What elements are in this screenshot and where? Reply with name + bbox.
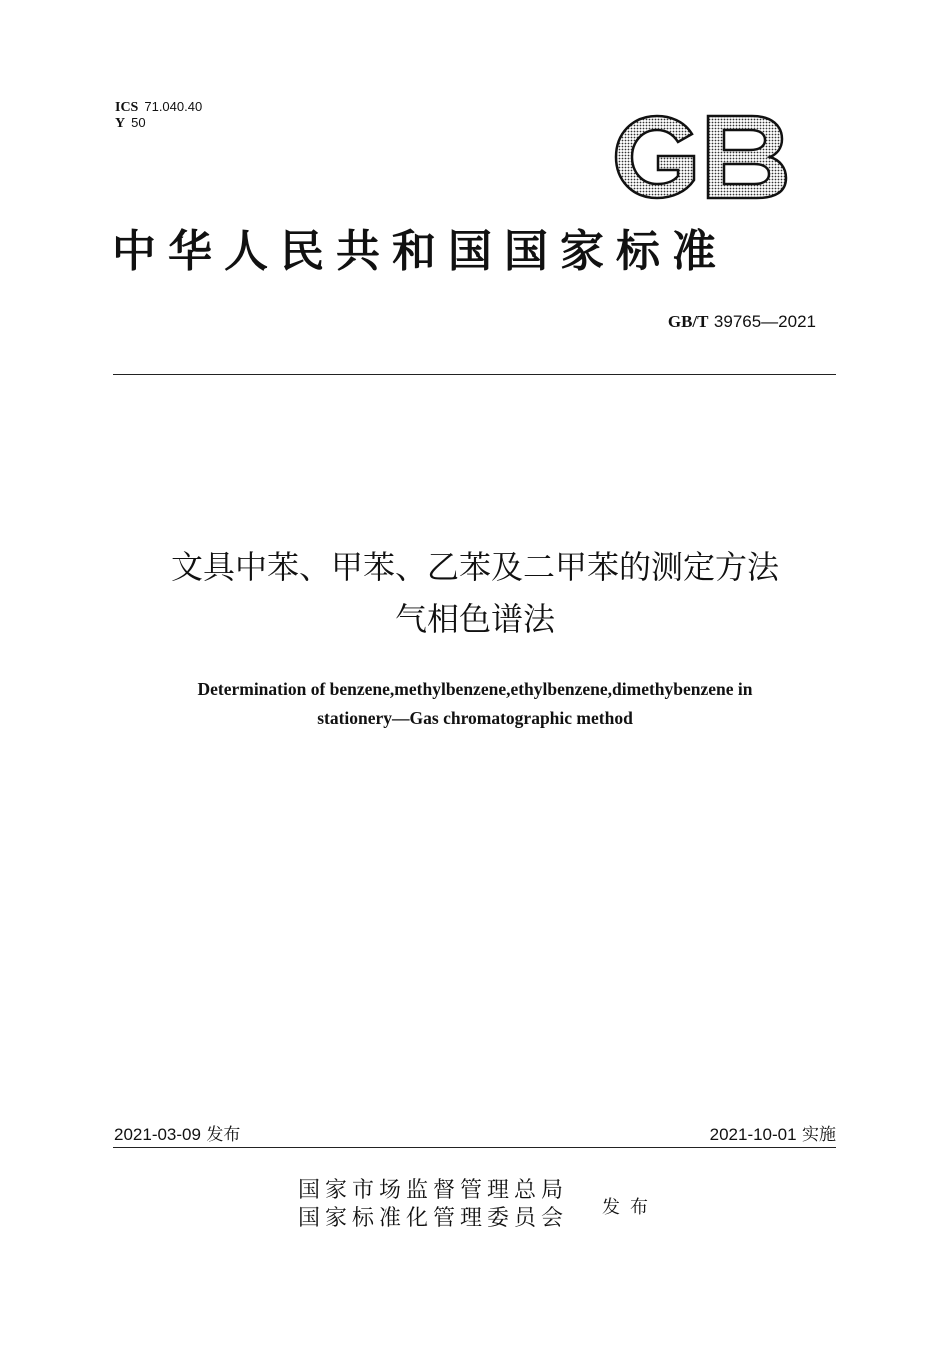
issuer-org-2: 国家标准化管理委员会	[298, 1206, 569, 1231]
standard-number-prefix: GB/T	[667, 312, 709, 331]
ics-label: ICS	[115, 100, 139, 115]
implementation-date-label: 实施	[802, 1125, 836, 1145]
gb-logo	[612, 112, 790, 202]
implementation-date	[710, 1124, 836, 1146]
ics-code	[115, 99, 202, 116]
issuer-org-1: 国家市场监督管理总局	[298, 1178, 569, 1203]
title-cn-line2: 气相色谱法	[394, 600, 555, 638]
issue-date-label: 发布	[206, 1125, 241, 1145]
standard-type-heading: 中华人民共和国国家标准	[112, 226, 728, 277]
title-en-line2: stationery—Gas chromatographic method	[317, 708, 633, 728]
ccs-label: Y	[115, 116, 126, 131]
implementation-date-value: 2021-10-01	[709, 1125, 797, 1144]
ccs-value: 50	[131, 115, 146, 130]
top-divider	[113, 374, 836, 375]
publish-label: 发布	[602, 1197, 658, 1218]
standard-number-value: 39765—2021	[713, 312, 816, 331]
standard-number	[668, 312, 816, 332]
title-en-line1: Determination of benzene,methylbenzene,ethylbenzene,dimethybenzene in	[197, 679, 753, 699]
issue-date-value: 2021-03-09	[114, 1125, 201, 1144]
ccs-code	[115, 115, 146, 132]
title-cn-line1: 文具中苯、甲苯、乙苯及二甲苯的测定方法	[170, 548, 779, 586]
bottom-divider	[113, 1147, 836, 1148]
issue-date	[114, 1124, 240, 1146]
ics-value: 71.040.40	[144, 99, 203, 114]
